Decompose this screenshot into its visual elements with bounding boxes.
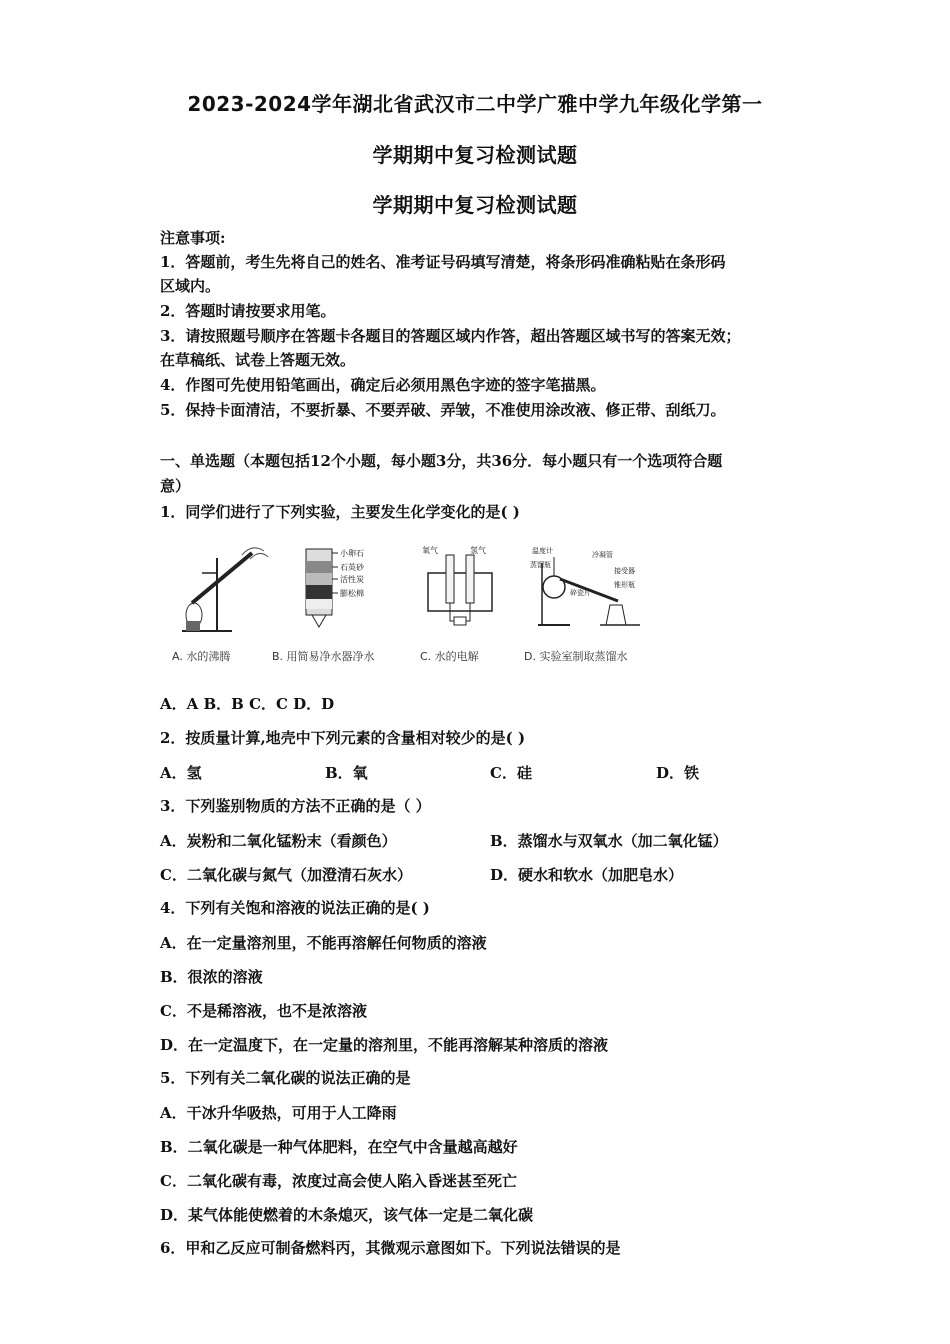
q3-option: D．硬水和软水（加肥皂水） [490,866,684,884]
distillation-label: 锥形瓶 [614,581,635,589]
q5-option: B．二氧化碳是一种气体肥料，在空气中含量越高越好 [160,1138,518,1156]
q3-option: C．二氧化碳与氮气（加澄清石灰水） [160,866,412,884]
q4-option: B．很浓的溶液 [160,968,263,986]
distillation-label: 冷凝管 [592,551,613,559]
q4-option: C．不是稀溶液，也不是浓溶液 [160,1002,367,1020]
purifier-label: 活性炭 [340,575,364,584]
q2-option: C．硅 [490,764,532,782]
title-line-2: 学期期中复习检测试题 [372,143,578,167]
q5-option: D．某气体能使燃着的木条熄灭，该气体一定是二氧化碳 [160,1206,534,1224]
q5-stem: 5．下列有关二氧化碳的说法正确的是 [160,1069,411,1087]
figure-a-caption: A. 水的沸腾 [172,650,231,663]
q4-option: A．在一定量溶剂里，不能再溶解任何物质的溶液 [160,934,487,952]
distillation-label: 温度计 [532,547,553,555]
notice-item: 在草稿纸、试卷上答题无效。 [160,351,356,369]
section-heading-cont: 意） [160,477,191,495]
electrolysis-figure [420,543,500,633]
title-line-1: 2023-2024学年湖北省武汉市二中学广雅中学九年级化学第一 [187,92,763,116]
q1-stem: 1．同学们进行了下列实验，主要发生化学变化的是( ) [160,503,520,521]
notice-item: 3．请按照题号顺序在答题卡各题目的答题区域内作答，超出答题区域书写的答案无效； [160,327,741,345]
q1-options: A．A B．B C．C D．D [160,695,335,713]
q2-stem: 2．按质量计算,地壳中下列元素的含量相对较少的是( ) [160,729,526,747]
q2-option: B．氧 [325,764,368,782]
distillation-label: 蒸馏瓶 [530,561,551,569]
figure-c-caption: C. 水的电解 [420,650,479,663]
notice-item: 5．保持卡面清洁，不要折暴、不要弄破、弄皱，不准使用涂改液、修正带、刮纸刀。 [160,401,726,419]
q3-stem: 3．下列鉴别物质的方法不正确的是（ ） [160,797,431,815]
q5-option: A．干冰升华吸热，可用于人工降雨 [160,1104,397,1122]
notice-item: 4．作图可先使用铅笔画出，确定后必须用黑色字迹的签字笔描黑。 [160,376,606,394]
electrolysis-label: 氢气 [470,546,486,555]
electrolysis-label: 氧气 [422,546,438,555]
notice-item: 1．答题前，考生先将自己的姓名、准考证号码填写清楚，将条形码准确粘贴在条形码 [160,253,726,271]
purifier-label: 小卵石 [340,549,364,558]
section-heading: 一、单选题（本题包括12个小题，每小题3分，共36分．每小题只有一个选项符合题 [160,452,723,470]
notice-item: 区域内。 [160,277,221,295]
distillation-label: 碎瓷片 [570,589,591,597]
distillation-label: 接受器 [614,567,635,575]
q2-option: D．铁 [656,764,700,782]
notice-heading: 注意事项: [160,229,226,247]
q3-option: A．炭粉和二氧化锰粉末（看颜色） [160,832,397,850]
boiling-water-figure [172,543,272,633]
figure-b-caption: B. 用简易净水器净水 [272,650,375,663]
purifier-label: 膨松棉 [340,589,364,598]
figure-d-caption: D. 实验室制取蒸馏水 [524,650,628,663]
q3-option: B．蒸馏水与双氧水（加二氧化锰） [490,832,728,850]
notice-item: 2．答题时请按要求用笔。 [160,302,336,320]
title-line-3: 学期期中复习检测试题 [372,193,578,217]
water-purifier-figure [300,543,390,633]
q5-option: C．二氧化碳有毒，浓度过高会使人陷入昏迷甚至死亡 [160,1172,517,1190]
distillation-figure [530,543,650,633]
purifier-label: 石英砂 [340,563,364,572]
q2-option: A．氢 [160,764,202,782]
q6-stem: 6．甲和乙反应可制备燃料丙，其微观示意图如下。下列说法错误的是 [160,1239,621,1257]
q4-option: D．在一定温度下，在一定量的溶剂里，不能再溶解某种溶质的溶液 [160,1036,609,1054]
q4-stem: 4．下列有关饱和溶液的说法正确的是( ) [160,899,430,917]
